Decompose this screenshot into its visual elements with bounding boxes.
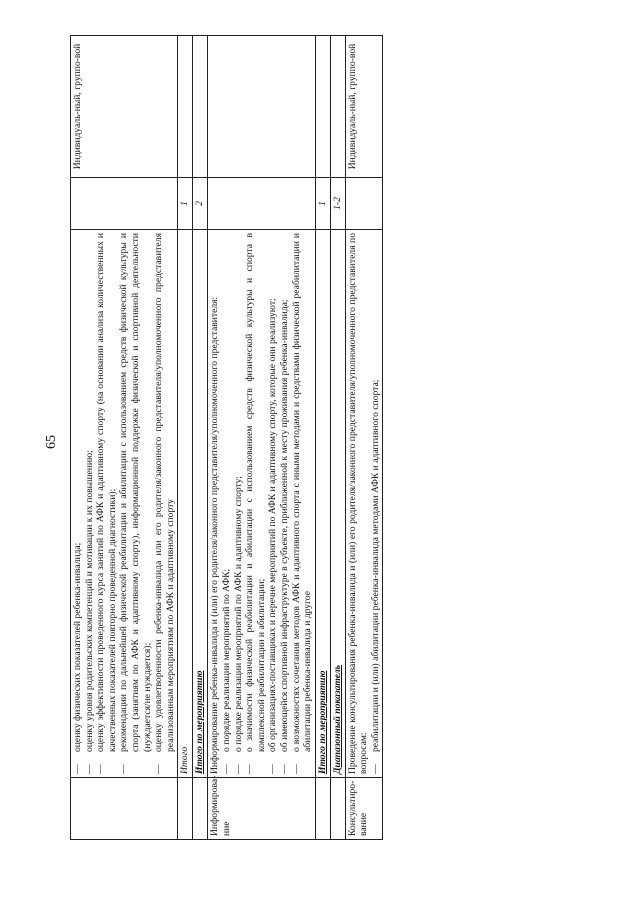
- table-row: [315, 36, 330, 840]
- itogo-meropriyatiyu-label: Итого по мероприятию: [193, 230, 208, 778]
- list-item: [221, 233, 233, 774]
- list-item: [279, 233, 291, 774]
- quantity-cell: [71, 178, 178, 230]
- table-row: [193, 36, 208, 840]
- list-item-text: об организациях-поставщиках и перечне мероприятий по АФК и адаптивному спорту, которые они реализуют;: [267, 298, 279, 752]
- list-item: [267, 233, 279, 774]
- intro-text: Проведение консультирования ребенка-инвалида и (или) его родителя/законного представителя/уполномоченного представителя по вопросам:: [346, 233, 370, 774]
- intro-text: Информирование ребенка-инвалида и (или) его родителя/законного представителя/уполномоченного представителя:: [209, 296, 221, 774]
- format-cell: Индивидуаль-ный, группо-вой: [345, 36, 383, 178]
- list-item-text: рекомендации по дальнейшей физической реабилитации и абилитации с использованием средств физической культуры и спорта (занятиям по АФК и адаптивному спорту), информационной поддержке физической и спортивной деятельности (нуждается/не нуждается);: [118, 233, 153, 752]
- dash-mark: —: [267, 764, 279, 774]
- form-cell: [193, 778, 208, 840]
- list-item: [370, 233, 382, 774]
- table-row: [208, 36, 315, 840]
- description-cell: [208, 230, 315, 778]
- dash-mark: —: [83, 764, 95, 774]
- itogo-label: Итого: [178, 230, 193, 778]
- list-item: [72, 233, 84, 774]
- dash-mark: —: [290, 764, 302, 774]
- page-number: 65: [44, 435, 59, 449]
- list-item: [291, 233, 314, 774]
- list-item-text: о порядке реализации мероприятий по АФК и адаптивному спорту;: [232, 476, 244, 752]
- format-cell: [193, 36, 208, 178]
- list-item: [153, 233, 176, 774]
- list-item: [233, 233, 245, 774]
- form-cell: Консультиро-вание: [345, 778, 383, 840]
- block2-itogo-value: 1: [315, 178, 330, 230]
- format-cell: [178, 36, 193, 178]
- list-item: [84, 233, 96, 774]
- quantity-cell: [208, 178, 315, 230]
- list-item-text: оценку эффективности проведенного курса занятий по АФК и адаптивному спорту (на основании анализа количественных и качественных показателей повторно проведенной диагностики);: [95, 233, 118, 752]
- form-cell: Информирова-ние: [208, 778, 315, 840]
- format-cell: [315, 36, 330, 178]
- list-item: [244, 233, 267, 774]
- form-cell: [71, 778, 178, 840]
- form-cell: [330, 778, 345, 840]
- table-row: [71, 36, 178, 840]
- description-cell: [345, 230, 383, 778]
- dash-mark: —: [244, 764, 256, 774]
- format-cell: Индивидуаль-ный, группо-вой: [71, 36, 178, 178]
- table-row: [178, 36, 193, 840]
- dash-mark: —: [95, 764, 107, 774]
- list-item-text: о порядке реализации мероприятий по АФК;: [220, 568, 232, 752]
- form-cell: [315, 778, 330, 840]
- range-value: 1-2: [330, 178, 345, 230]
- list-item-text: о значимости физической реабилитации и абилитации с использованием средств физической культуры и спорта в комплексной реабилитации и абилитации;: [244, 233, 267, 752]
- format-cell: [330, 36, 345, 178]
- dash-mark: —: [232, 764, 244, 774]
- list-item-text: об имеющейся спортивной инфраструктуре в субъекте, приближенной к месту проживания ребенка-инвалида;: [278, 299, 290, 752]
- dash-mark: —: [118, 764, 130, 774]
- list-item-text: оценку удовлетворенности ребенка-инвалида или его родителя/законного представителя/уполномоченного представителя реализованным мероприятиям по АФК и адаптивному спорту: [153, 233, 176, 752]
- list-item: [118, 233, 153, 774]
- range-label: Диапазонный показатель: [330, 230, 345, 778]
- dash-mark: —: [220, 764, 232, 774]
- services-table: [70, 35, 383, 840]
- form-cell: [178, 778, 193, 840]
- rotated-table: [70, 36, 570, 840]
- list-item-text: о возможностях сочетания методов АФК и адаптивного спорта с иными методами и средствами физической реабилитации и абилитации ребенка-инвалида и другое: [290, 233, 314, 752]
- list-item-text: оценку уровня родительских компетенций и мотивации к их повышению;: [83, 450, 95, 752]
- dash-mark: —: [278, 764, 290, 774]
- itogo-meropriyatiyu-value: 2: [193, 178, 208, 230]
- format-cell: [208, 36, 315, 178]
- list-item-text: реабилитации и (или) абилитации ребенка-инвалида методами АФК и адаптивного спорта;: [369, 379, 381, 752]
- list-item: [95, 233, 118, 774]
- dash-mark: —: [153, 764, 165, 774]
- description-cell: [71, 230, 178, 778]
- dash-mark: —: [369, 764, 381, 774]
- table-row: [330, 36, 345, 840]
- quantity-cell: [345, 178, 383, 230]
- block2-itogo-label: Итого по мероприятию: [315, 230, 330, 778]
- dash-mark: —: [72, 764, 83, 774]
- list-item-text: оценку физических показателей ребенка-инвалида;: [72, 542, 83, 752]
- table-row: [345, 36, 383, 840]
- itogo-value: 1: [178, 178, 193, 230]
